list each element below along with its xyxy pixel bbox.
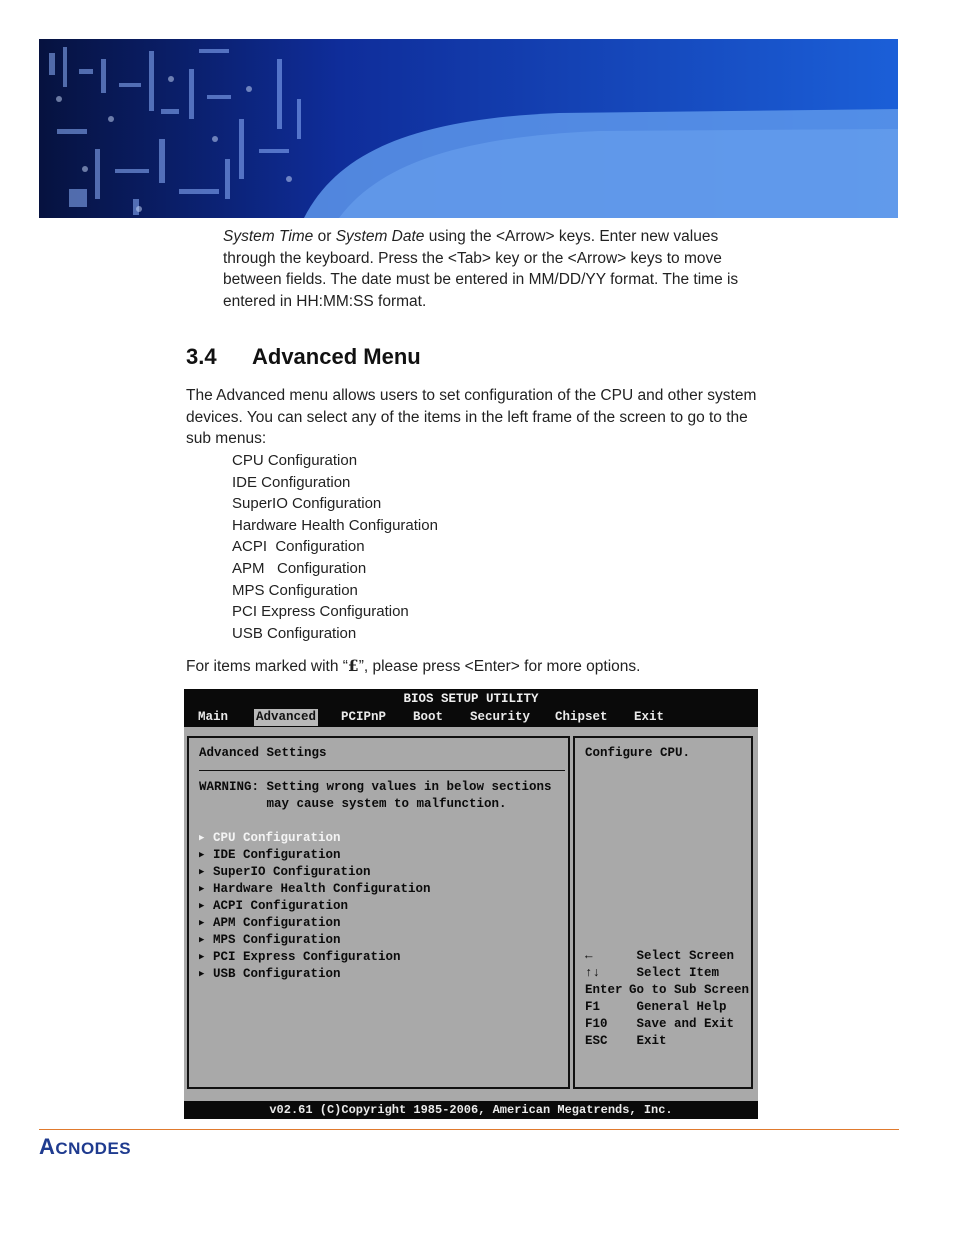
bios-item-label: ACPI Configuration: [213, 899, 349, 913]
svg-text:ACNODES: ACNODES: [39, 1134, 132, 1159]
section-description: The Advanced menu allows users to set configuration of the CPU and other system devices. You can select any of the items in the left frame of the screen to go to the sub menus:: [186, 387, 757, 447]
submenu-arrow-icon: ▶: [199, 969, 205, 979]
key-name: Enter: [585, 983, 623, 997]
key-action: Select Screen: [629, 949, 735, 963]
bios-item-apm[interactable]: [199, 916, 341, 930]
bios-copyright: v02.61 (C)Copyright 1985-2006, American Megatrends, Inc.: [184, 1101, 758, 1119]
submenu-arrow-icon: ▶: [199, 850, 205, 860]
submenu-list: [232, 450, 438, 644]
submenu-item: Hardware Health Configuration: [232, 516, 438, 534]
intro-paragraph: [223, 226, 763, 312]
submenu-arrow-icon: ▶: [199, 952, 205, 962]
note-before: For items marked with “: [186, 658, 348, 675]
bios-menubar: [184, 707, 758, 727]
system-date-term: System Date: [335, 228, 425, 245]
system-time-term: System Time: [223, 228, 314, 245]
bios-screenshot: [184, 689, 758, 1119]
tab-boot[interactable]: Boot: [413, 710, 444, 724]
bios-help-panel: [573, 736, 753, 1089]
key-name: F10: [585, 1017, 608, 1031]
panel-title: Advanced Settings: [199, 746, 327, 760]
submenu-item: USB Configuration: [232, 624, 357, 642]
bios-item-label: IDE Configuration: [213, 848, 341, 862]
submenu-arrow-icon: ▶: [199, 833, 205, 843]
bios-title: BIOS SETUP UTILITY: [184, 689, 758, 707]
submenu-item: SuperIO Configuration: [232, 495, 382, 513]
help-text: Configure CPU.: [585, 746, 691, 760]
submenu-arrow-icon: ▶: [199, 867, 205, 877]
warning-line-2: may cause system to malfunction.: [199, 797, 507, 811]
tab-advanced[interactable]: Advanced: [256, 710, 317, 724]
note-after: ”, please press <Enter> for more options.: [358, 658, 641, 675]
key-legend-row: [585, 1000, 727, 1014]
bios-item-label: SuperIO Configuration: [213, 865, 371, 879]
bios-item-cpu[interactable]: [199, 831, 341, 845]
key-legend-row: [585, 1017, 734, 1031]
key-action: Go to Sub Screen: [629, 983, 750, 997]
bios-item-label: APM Configuration: [213, 916, 341, 930]
header-banner: [39, 39, 898, 218]
key-legend-row: [585, 983, 749, 997]
tab-chipset[interactable]: Chipset: [555, 710, 608, 724]
bios-item-mps[interactable]: [199, 933, 341, 947]
submenu-arrow-icon: ▶: [199, 935, 205, 945]
or-text: or: [313, 228, 336, 245]
bios-item-acpi[interactable]: [199, 899, 348, 913]
key-name: ESC: [585, 1034, 608, 1048]
panel-divider: [199, 770, 565, 771]
key-legend-row: [585, 949, 734, 963]
submenu-item: APM Configuration: [232, 559, 367, 577]
bios-item-label: PCI Express Configuration: [213, 950, 401, 964]
key-name: ←: [585, 949, 593, 963]
submenu-item: MPS Configuration: [232, 581, 358, 599]
bios-item-ide[interactable]: [199, 848, 341, 862]
tab-security[interactable]: Security: [470, 710, 531, 724]
submenu-arrow-icon: ▶: [199, 901, 205, 911]
bios-item-pci-express[interactable]: [199, 950, 401, 964]
submenu-note: [186, 655, 640, 678]
key-name: ↑↓: [585, 966, 601, 980]
tab-exit[interactable]: Exit: [634, 710, 665, 724]
bios-item-label: MPS Configuration: [213, 933, 341, 947]
submenu-item: ACPI Configuration: [232, 538, 365, 556]
bios-item-usb[interactable]: [199, 967, 341, 981]
section-number: 3.4: [186, 344, 217, 369]
section-heading: [186, 344, 421, 370]
key-action: General Help: [629, 1000, 727, 1014]
acnodes-logo: [39, 1133, 199, 1164]
submenu-item: IDE Configuration: [232, 473, 351, 491]
bios-item-label: USB Configuration: [213, 967, 341, 981]
tab-pcipnp[interactable]: PCIPnP: [341, 710, 387, 724]
submenu-item: CPU Configuration: [232, 452, 358, 469]
submenu-arrow-icon: ▶: [199, 884, 205, 894]
bios-item-label: CPU Configuration: [213, 831, 341, 845]
bios-item-label: Hardware Health Configuration: [213, 882, 431, 896]
bios-item-superio[interactable]: [199, 865, 371, 879]
submenu-arrow-icon: ▶: [199, 918, 205, 928]
key-action: Exit: [629, 1034, 667, 1048]
circuit-board-image: [39, 39, 898, 218]
submenu-marker-icon: £: [347, 656, 359, 675]
intro-rest: using the <Arrow> keys. Enter new values through the keyboard. Press the <Tab> key or the <Arrow> keys to move between fields. The date must be entered in MM/DD/YY format. The time is entered in HH:MM:SS format.: [223, 228, 739, 310]
key-action: Select Item: [629, 966, 720, 980]
key-action: Save and Exit: [629, 1017, 735, 1031]
submenu-item: PCI Express Configuration: [232, 603, 409, 621]
key-legend-row: [585, 966, 719, 980]
acnodes-logo-image: [39, 1133, 199, 1159]
bios-item-hardware-health[interactable]: [199, 882, 431, 896]
bios-settings-panel: [187, 736, 570, 1089]
warning-line-1: WARNING: Setting wrong values in below sections: [199, 780, 552, 794]
key-name: F1: [585, 1000, 601, 1014]
tab-main[interactable]: Main: [198, 710, 229, 724]
section-title: Advanced Menu: [252, 344, 421, 369]
key-legend-row: [585, 1034, 667, 1048]
footer-divider: [39, 1129, 899, 1130]
